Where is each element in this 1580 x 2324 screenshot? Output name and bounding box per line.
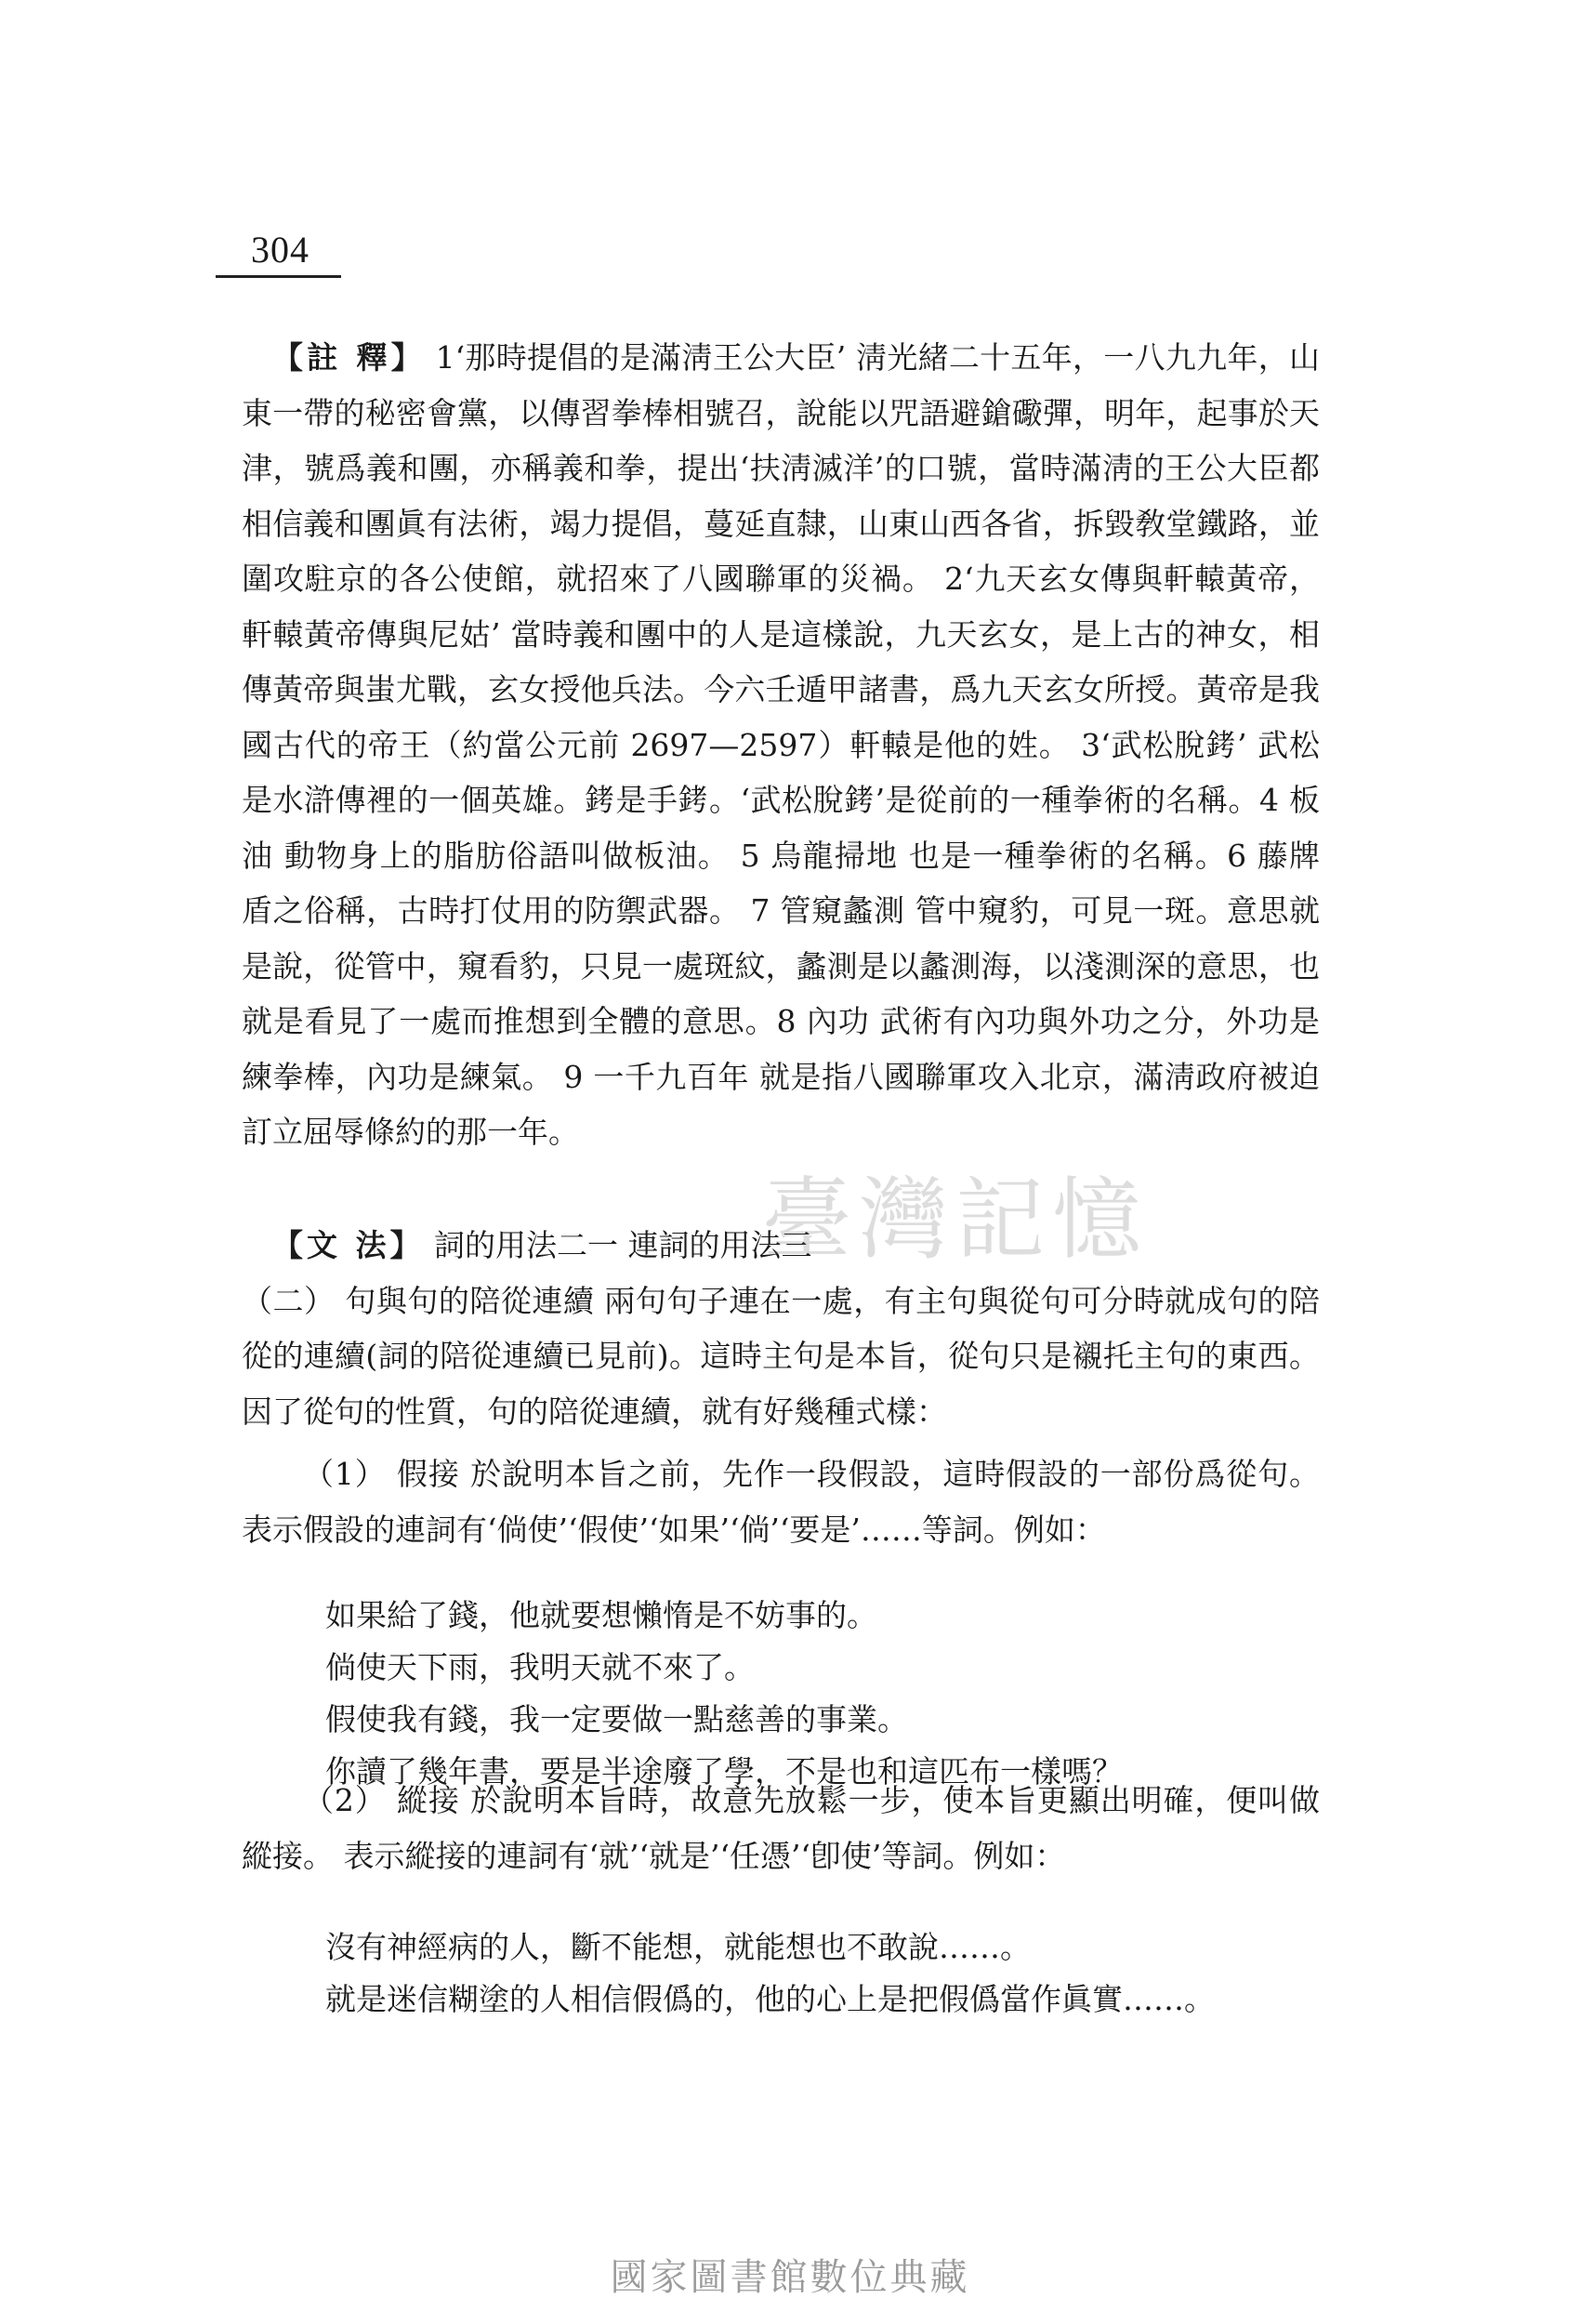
footer-watermark: 國家圖書館數位典藏	[610, 2256, 970, 2299]
example-sentence: 倘使天下雨，我明天就不來了。	[325, 1649, 755, 1685]
concessive-section: （2） 縱接 於說明本旨時，故意先放鬆一步，使本旨更顯出明確，便叫做縱接。 表示縱接的連詞有‘就’‘就是’‘任憑’‘卽使’等詞。例如：	[242, 1782, 1320, 1874]
example-sentence: 如果給了錢，他就要想懶惰是不妨事的。	[325, 1597, 877, 1633]
annotations-text: 1‘那時提倡的是滿淸王公大臣’ 淸光緒二十五年，一八九九年，山東一帶的秘密會黨，以傳習拳棒相號召，說能以咒語避鎗礮彈，明年，起事於天津，號爲義和團，亦稱義和拳，提出‘扶淸滅洋’的口號，當時滿淸的王公大臣都相信義和團眞有法術，竭力提倡，蔓延直隸，山東山西各省，拆毀敎堂鐵路，並圍攻駐京的各公使館，就招來了八國聯軍的災禍。 2‘九天玄女傳與軒轅黃帝，軒轅黃帝傳與尼姑’ 當時義和團中的人是這樣說，九天玄女，是上古的神女，相傳黃帝與蚩尤戰，玄女授他兵法。今六壬遁甲諸書，爲九天玄女所授。黃帝是我國古代的帝王（約當公元前 2697—2597）軒轅是他的姓。 3‘武松脫銬’ 武松是水滸傳裡的一個英雄。銬是手銬。‘武松脫銬’是從前的一種拳術的名稱。4 板油 動物身上的脂肪俗語叫做板油。 5 烏龍掃地 也是一種拳術的名稱。6 藤牌 盾之俗稱，古時打仗用的防禦武器。 7 管窺蠡測 管中窺豹，可見一斑。意思就是說，從管中，窺看豹，只見一處斑紋，蠡測是以蠡測海，以淺測深的意思，也就是看見了一處而推想到全體的意思。8 內功 武術有內功與外功之分，外功是練拳棒，內功是練氣。 9 一千九百年 就是指八國聯軍攻入北京，滿淸政府被迫訂立屈辱條約的那一年。	[242, 339, 1320, 1150]
concessive-examples	[325, 1921, 1329, 2026]
annotations-block	[242, 330, 1320, 1204]
hypothetical-section: （1） 假接 於說明本旨之前，先作一段假設，這時假設的一部份爲從句。表示假設的連詞有‘倘使’‘假使’‘如果’‘倘’‘要是’……等詞。例如：	[242, 1456, 1320, 1548]
hypothetical-examples	[325, 1590, 1329, 1798]
annotations-label: 【註 釋】	[272, 339, 426, 376]
example-sentence: 沒有神經病的人，斷不能想，就能想也不敢說……。	[325, 1929, 1031, 1965]
grammar-heading: 詞的用法二一 連詞的用法三	[424, 1227, 812, 1263]
page-number: 304	[251, 229, 309, 271]
example-sentence: 就是迷信糊塗的人相信假僞的，他的心上是把假僞當作眞實……。	[325, 1981, 1215, 2017]
grammar-intro: （二） 句與句的陪從連續 兩句句子連在一處，有主句與從句可分時就成句的陪從的連續(詞的陪從連續已見前)。這時主句是本旨，從句只是襯托主句的東西。因了從句的性質，句的陪從連續，就有好幾種式樣：	[242, 1282, 1320, 1430]
page-number-underline	[216, 275, 341, 278]
grammar-label: 【文 法】	[272, 1227, 425, 1263]
example-sentence: 假使我有錢，我一定要做一點慈善的事業。	[325, 1701, 908, 1737]
example-sentence: 你讀了幾年書，要是半途廢了學，不是也和這匹布一樣嗎？	[325, 1753, 1123, 1789]
watermark-seal: 臺灣記憶	[762, 1168, 1149, 1272]
